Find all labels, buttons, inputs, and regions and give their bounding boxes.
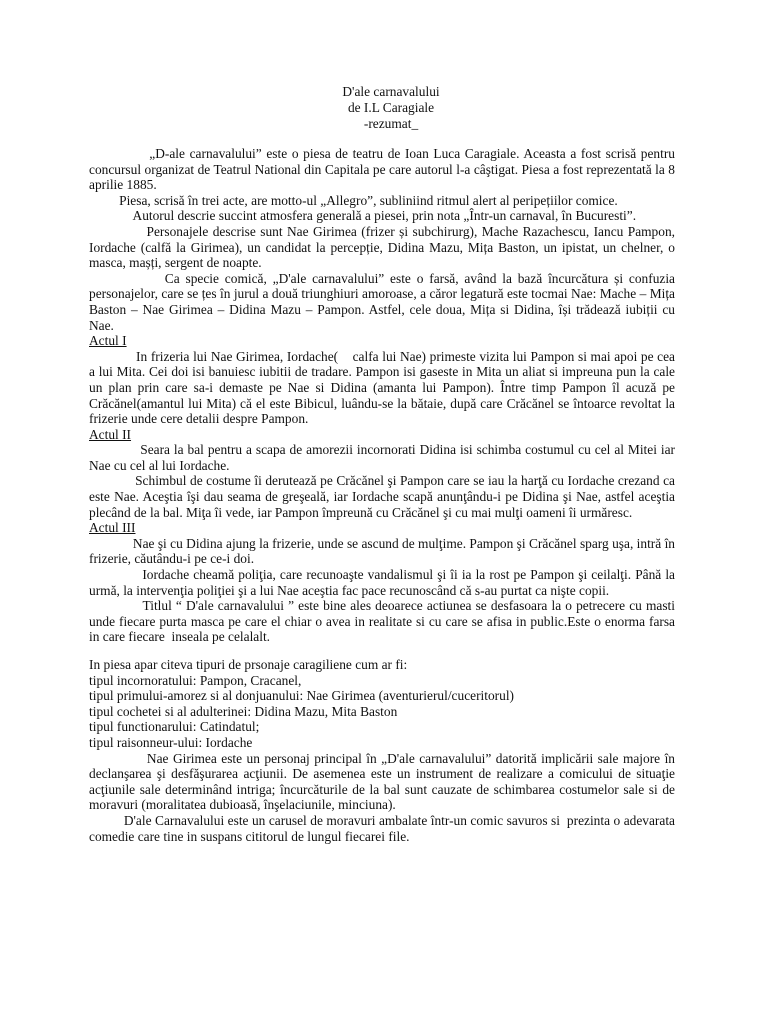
types-list-item: tipul raisonneur-ului: Iordache — [89, 734, 253, 750]
document-author: de I.L Caragiale — [347, 100, 435, 115]
conclusion-paragraph: D'ale Carnavalului este un carusel de moravuri ambalate într-un comic savuros si prezinta o adevarata comedie care tine in suspans cititorul de lungul fiecarei file. — [89, 812, 675, 844]
act3-paragraph: Iordache cheamă poliţia, care recunoaşte vandalismul şi îi ia la rost pe Pampon şi ceilalţi. Până la urmă, la intervenţia poliţiei şi a lui Nae aceştia fac pace recunoscând că s-au purtat ca nişte copii. — [89, 567, 675, 598]
document-title: D'ale carnavalului — [342, 84, 440, 99]
act3-paragraph: Nae şi cu Didina ajung la frizerie, unde se ascund de mulţime. Pampon şi Crăcănel sparg uşa, intră în frizerie, căutându-i pe ce-i doi. — [89, 535, 675, 567]
act2-paragraph: Schimbul de costume îi derutează pe Crăcănel şi Pampon care se iau la harţă cu Iordache crezand ca este Nae. Aceştia îşi dau seama de greşeală, iar Iordache scapă anunţându-i pe Didina şi Nae, astfel aceştia plecând de la bal. Miţa îi vede, iar Pampon împreună cu Crăcănel şi cu mai mulţi oameni îi urmăresc. — [89, 473, 675, 520]
document-subtitle: -rezumat_ — [363, 116, 419, 131]
act1-paragraph: In frizeria lui Nae Girimea, Iordache( calfa lui Nae) primeste vizita lui Pampon si mai apoi pe cea a lui Mita. Cei doi isi banuiesc iubitii de tradare. Pampon isi gaseste in Mita un aliat si impreuna pun la cale un plan prin care sa-i demaste pe Nae si Didina (amanta lui Pampon). Între timp Pampon îl acuză pe Crăcănel(amantul lui Mita) că el este Bibicul, luându-se la bătaie, după care Crăcănel se întoarce revoltat la frizerie unde cere detalii despre Pampon. — [89, 348, 675, 427]
types-intro: In piesa apar citeva tipuri de prsonaje caragiliene cum ar fi: — [89, 657, 408, 672]
title-block — [107, 84, 675, 132]
types-list-item: tipul functionarului: Catindatul; — [89, 719, 260, 735]
types-list-item: tipul incornoratului: Pampon, Cracanel, — [89, 672, 302, 688]
types-list-item: tipul cochetei si al adulterinei: Didina Mazu, Mita Baston — [89, 703, 398, 719]
spacer — [89, 645, 675, 657]
act3-paragraph: Titlul “ D'ale carnavalului ” este bine ales deoarece actiunea se desfasoara la o petrecere cu masti unde fiecare purta masca pe care el chiar o avea in realitate si cu care se afisa in public.Este o enorma farsa in care fiecare inseala pe celalalt. — [89, 598, 675, 645]
spacer — [89, 132, 675, 146]
types-list-item: tipul primului-amorez si al donjuanului: Nae Girimea (aventurierul/cuceritorul) — [89, 688, 515, 704]
document-body — [89, 84, 675, 844]
act2-heading: Actul II — [89, 426, 132, 442]
intro-paragraph: Personajele descrise sunt Nae Girimea (frizer și subchirurg), Mache Razachescu, Iancu Pampon, Iordache (calfă la Girimea), un candidat la percepție, Didina Mazu, Mița Baston, un ipistat, un chelner, o masca, mașți, sergent de noapte. — [89, 223, 675, 271]
act3-heading: Actul III — [89, 520, 136, 536]
intro-paragraph: Autorul descrie succint atmosfera generală a piesei, prin nota „Într-un carnaval, în Bucuresti”. — [89, 208, 637, 224]
conclusion-paragraph: Nae Girimea este un personaj principal în „D'ale carnavalului” datorită implicării sale majore în declanşarea şi desfăşurarea acţiunii. De asemenea este un instrument de realizare a comicului de situaţie acţiunile sale determinând intriga; încurcăturile de la bal sunt cauzate de schimbarea costumelor sale si de moravuri (moralitatea dubioasă, înşelaciunile, minciuna). — [89, 750, 675, 813]
act1-heading: Actul I — [89, 333, 127, 349]
intro-paragraph: Piesa, scrisă în trei acte, are motto-ul „Allegro”, subliniind ritmul alert al peripețiilor comice. — [89, 192, 618, 208]
intro-paragraph: „D-ale carnavalului” este o piesa de teatru de Ioan Luca Caragiale. Aceasta a fost scrisă pentru concursul organizat de Teatrul National din Capitala pe care autorul l-a câştigat. Piesa a fost reprezentată la 8 aprilie 1885. — [89, 146, 675, 193]
act2-paragraph: Seara la bal pentru a scapa de amorezii incornorati Didina isi schimba costumul cu cel al Mitei iar Nae cu cel al lui Iordache. — [89, 442, 675, 473]
intro-paragraph: Ca specie comică, „D'ale carnavalului” este o farsă, având la bază încurcătura și confuzia personajelor, care se țes în jurul a două triunghiuri amoroase, a căror legatură este tocmai Nae: Mache – Mița Baston – Nae Girimea – Didina Mazu – Pampon. Astfel, cele doua, Mița si Didina, își trădează iubiții cu Nae. — [89, 270, 675, 333]
